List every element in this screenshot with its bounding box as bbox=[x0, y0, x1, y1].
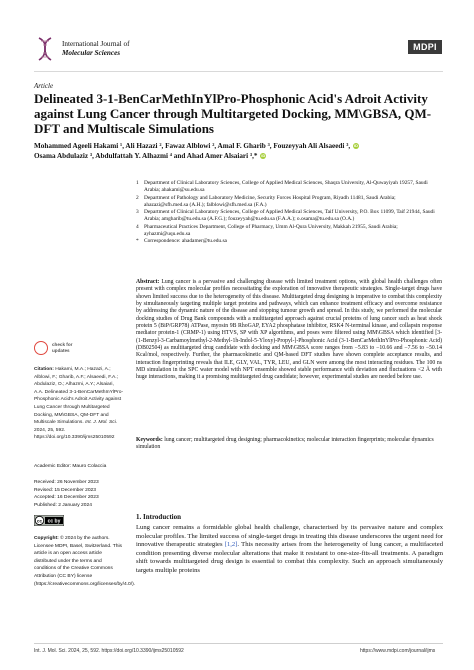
affiliation-item bbox=[136, 209, 441, 223]
author-list bbox=[34, 141, 444, 161]
academic-editor: Academic Editor: Mauro Colaccia bbox=[34, 464, 107, 469]
affiliations bbox=[136, 180, 441, 246]
affiliation-number: 1 bbox=[136, 180, 139, 186]
citation-block bbox=[34, 366, 124, 442]
journal-logo-icon bbox=[34, 36, 56, 62]
updates-line2: updates bbox=[52, 347, 70, 353]
cc-logo-text: cc by bbox=[47, 518, 61, 525]
orcid-icon[interactable]: iD bbox=[261, 153, 266, 159]
svg-text:cc: cc bbox=[36, 518, 43, 524]
orcid-icon[interactable]: iD bbox=[353, 143, 358, 149]
affiliation-item bbox=[136, 224, 441, 238]
affiliation-number: 4 bbox=[136, 223, 139, 230]
header-divider bbox=[34, 71, 443, 72]
abstract-text: Lung cancer is a pervasive and challenging disease with limited treatment options, with global health challenges often present with complex molecular profiles necessitating the exploration of innovative therapeutic strategies. Single-target drugs have shown limited success due to the heterogeneity of this disease. Multitargeted drug designing is imperative to combat this complexity by simultaneously targeting multiple target proteins and pathways, which can enhance treatment efficacy and overcome resistance by addressing the dynamic nature of the disease and stopping tumour growth and spread. In this study, we performed the molecular docking studies of Drug Bank compounds with a multitargeted approach against crucial proteins of lung cancer such as heat shock protein 5 (BiP/GRP78) ATPase, myosin 9B RhoGAP, EYA2 phosphatase inhibitor, RSK4 N-terminal kinase, and collapsin response mediator protein-1 (CRMP-1) using HTVS, SP with XP algorithms, and poses were filtered using MM\GBSA which identified [3-(1-Benzyl-3-Carbamoylmethyl-2-Methyl-1h-Indol-5-Yloxy)-Propyl-]-Phosphonic Acid (3-1-BenCarMethInYlPro-Phosphonic Acid) (DB02504) as multitargeted drug candidate with docking and MM\GBSA score ranges from −5.83 to −10.66 and −7.56 to −50.14 Kcal/mol, respectively. Further, the pharmacokinetic and QM-based DFT studies have shown complete acceptance results, and interaction fingerprinting reveals that ILE, GLY, VAL, TYR, LEU, and GLN were among the most interacting residues. The 100 ns MD simulation in the SPC water model with NPT ensemble showed stable performance with deviation and fluctuations <2 Å with huge interactions, making it a promising multitargeted drug candidate; however, experimental studies are needed before use. bbox=[136, 279, 443, 381]
cc-by-license-icon[interactable] bbox=[34, 515, 64, 526]
journal-name-line2: Molecular Sciences bbox=[62, 49, 121, 57]
affiliation-text: Department of Pathology and Laboratory Medicine, Security Forces Hospital Program, Riyadh 11481, Saudi Arabia; ahazazi@sfh.med.sa (A.H.); falblowi@sfh.med.sa (F.A.) bbox=[144, 194, 396, 208]
received-date: Received: 26 November 2023 bbox=[34, 480, 99, 485]
affiliation-text: Department of Clinical Laboratory Sciences, College of Applied Medical Sciences, Taif University, P.O. Box 11099, Taif 21944, Saudi Arabia; amgharib@tu.edu.sa (A.F.G.); fouzeyyah@tu.edu.sa (F.A.A.); o.osama@tu.edu.sa (O.A.) bbox=[144, 209, 435, 222]
affiliation-number: 3 bbox=[136, 209, 139, 215]
check-updates-label[interactable] bbox=[52, 342, 72, 353]
footer-divider bbox=[34, 643, 443, 644]
citation-label: Citation: bbox=[34, 367, 54, 372]
affiliation-text: Pharmaceutical Practices Department, College of Pharmacy, Umm Al-Qura University, Makkah 21955, Saudi Arabia; ayhazmi@uqu.edu.sa bbox=[144, 223, 398, 237]
copyright-text: © 2024 by the authors. Licensee MDPI, Basel, Switzerland. This article is an open access article distributed under the terms and conditions of the Creative Commons Attribution (CC BY) license (https://creativecommons.org/licenses/by/4.0/). bbox=[34, 536, 136, 587]
correspondence-text: Correspondence: ahadamer@tu.edu.sa bbox=[144, 238, 227, 244]
article-type: Article bbox=[34, 82, 54, 90]
check-updates-icon[interactable] bbox=[34, 341, 48, 355]
citation-volume: 2024, 25, 592. https://doi.org/10.3390/ijms25010592 bbox=[34, 427, 115, 441]
intro-text-after: . This necessity arises from the heterogeneity of lung cancer, a multifaceted condition presenting diverse molecular alterations that make it resistant to one-size-fits-all treatments. A paradigm shift towards multitargeted drug design is essential to combat this complexity. Such an approach simultaneously targets multiple proteins bbox=[136, 541, 443, 574]
footer-citation[interactable]: Int. J. Mol. Sci. 2024, 25, 592. https://doi.org/10.3390/ijms25010592 bbox=[34, 648, 184, 654]
correspondence bbox=[136, 238, 441, 245]
copyright-block bbox=[34, 535, 136, 588]
abstract bbox=[136, 279, 442, 382]
keywords-text: lung cancer; multitargeted drug designing; pharmacokinetics; molecular interaction fingerprints; molecular dynamics simulation bbox=[136, 437, 434, 451]
affiliation-number: 2 bbox=[136, 194, 139, 201]
author-line-2: Osama Abdulaziz ³, Abdulfattah Y. Alhazmi ⁴ and Ahad Amer Alsaiari ³,* bbox=[34, 152, 258, 160]
updates-line1: check for bbox=[52, 342, 73, 347]
introduction-heading: 1. Introduction bbox=[136, 513, 181, 521]
revised-date: Revised: 15 December 2023 bbox=[34, 487, 96, 493]
footer-journal-link[interactable]: https://www.mdpi.com/journal/ijms bbox=[360, 648, 436, 654]
published-date: Published: 2 January 2024 bbox=[34, 502, 92, 508]
affiliation-number: * bbox=[136, 238, 139, 244]
introduction-text bbox=[136, 524, 443, 575]
citation-journal: Int. J. Mol. Sci. bbox=[85, 420, 118, 426]
affiliation-text: Department of Clinical Laboratory Sciences, College of Applied Medical Sciences, Shaqra University, Al-Quwayiyah 19257, Saudi Arabia; ahakami@su.edu.sa bbox=[144, 180, 428, 193]
keywords bbox=[136, 437, 442, 452]
citation-text: Hakami, M.A.; Hazazi, A.; Alblowi, F.; Gharib, A.F.; Alsaeedi, F.A.; Abdulaziz, O.; Alhazmi, A.Y.; Alsaiari, A.A. Delineated 3-1-BenCarMethInYlPro-Phosphonic Acid's Adroit Activity against Lung Cancer through Multitargeted Docking, MM\GBSA, QM-DFT and Multiscale Simulations. bbox=[34, 367, 124, 426]
article-title: Delineated 3-1-BenCarMethInYlPro-Phosphonic Acid's Adroit Activity against Lung Cancer through Multitargeted Docking, MM\GBSA, QM-DFT and Multiscale Simulations bbox=[34, 91, 432, 136]
journal-name[interactable] bbox=[62, 40, 129, 58]
publication-dates bbox=[34, 479, 129, 509]
affiliation-item bbox=[136, 195, 441, 209]
keywords-label: Keywords: bbox=[136, 437, 163, 443]
journal-name-line1: International Journal of bbox=[62, 40, 130, 48]
mdpi-logo[interactable]: MDPI bbox=[408, 40, 442, 54]
accepted-date: Accepted: 16 December 2023 bbox=[34, 495, 99, 501]
affiliation-item bbox=[136, 180, 441, 194]
citation-link[interactable]: [1,2] bbox=[224, 541, 238, 548]
author-line-1: Mohammed Ageeli Hakami ¹, Ali Hazazi ², Fawaz Alblowi ², Amal F. Gharib ³, Fouzeyyah Ali Alsaeedi ³, bbox=[34, 142, 351, 150]
intro-text-before: Lung cancer remains a formidable global health challenge, characterised by its pervasive nature and complex molecular profiles. The limited success of single-target drugs in treating this disease underscores the urgent need for innovative therapeutic strategies bbox=[136, 524, 443, 548]
abstract-label: Abstract: bbox=[136, 279, 160, 285]
copyright-label: Copyright: bbox=[34, 536, 59, 541]
